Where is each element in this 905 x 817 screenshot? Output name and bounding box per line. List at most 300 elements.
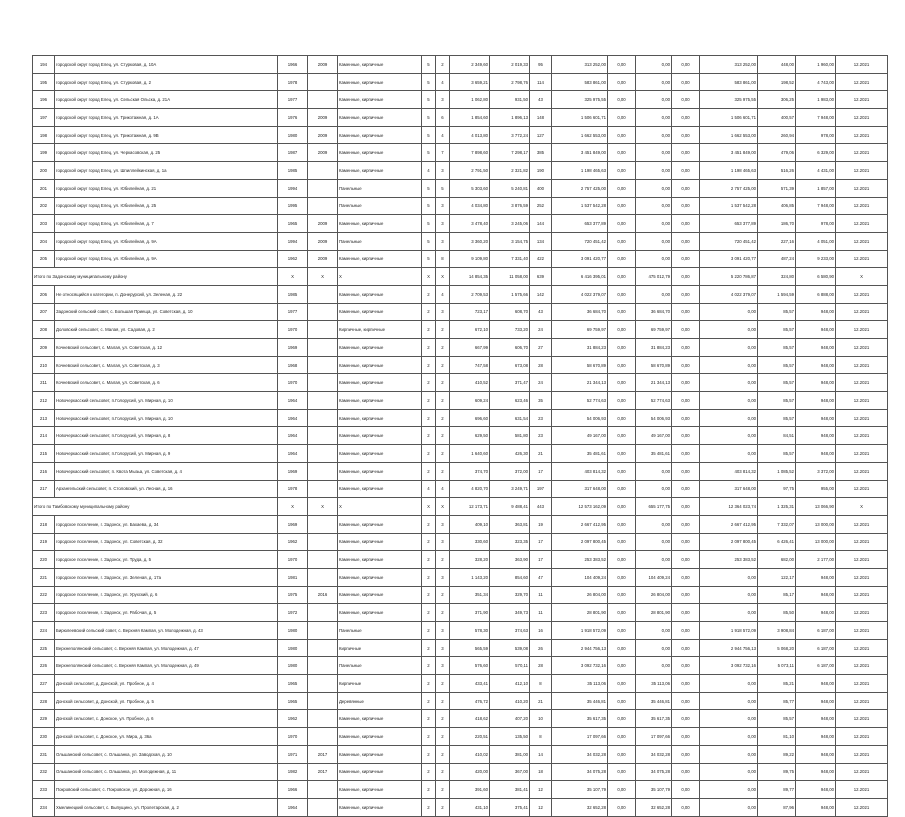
table-cell: 2 757 425,00: [700, 179, 758, 197]
table-cell: 0,00: [672, 392, 700, 410]
table-cell: 4: [436, 126, 450, 144]
table-cell: 978,00: [796, 215, 836, 233]
table-cell: 6 888,00: [796, 285, 836, 303]
table-cell: 1969: [278, 462, 308, 480]
table-cell: X: [422, 498, 436, 516]
table-cell: 3: [436, 232, 450, 250]
table-cell: 410,52: [450, 374, 490, 392]
table-cell: 12.2021: [836, 162, 888, 180]
table-cell: 0,00: [672, 56, 700, 74]
table-cell: 3 091 420,77: [552, 250, 608, 268]
table-cell: 89,77: [758, 781, 796, 799]
table-cell: 225: [33, 639, 55, 657]
table-cell: 35: [530, 392, 552, 410]
table-cell: 12.2021: [836, 639, 888, 657]
table-cell: 12.2021: [836, 56, 888, 74]
table-cell: 253 383,52: [700, 551, 758, 569]
table-cell: 1980: [278, 622, 308, 640]
table-cell: Новочеркасский сельсовет, п. Квота Мызьа, ул. Советская, д. 4: [55, 462, 278, 480]
table-cell: 52 774,63: [636, 392, 672, 410]
table-cell: 0,00: [608, 73, 636, 91]
table-cell: 2 667 412,95: [700, 515, 758, 533]
table-cell: 0,00: [700, 798, 758, 816]
table-cell: 4 034,80: [450, 197, 490, 215]
table-cell: 2: [436, 339, 450, 357]
table-cell: 1977: [278, 91, 308, 109]
table-cell: X: [436, 498, 450, 516]
table-cell: Верхнеполянский сельсовет, с. Верхняя Кампая, ул. Молодежная, д. 49: [55, 657, 278, 675]
table-cell: 12.2021: [836, 551, 888, 569]
table-cell: 583 861,00: [552, 73, 608, 91]
table-row: [33, 285, 888, 303]
table-cell: 0,00: [608, 356, 636, 374]
table-cell: 3 478,40: [450, 215, 490, 233]
table-cell: 12 173,71: [450, 498, 490, 516]
table-cell: Каменные, кирпичные: [338, 409, 422, 427]
table-row: [33, 56, 888, 74]
table-cell: 371,90: [450, 604, 490, 622]
table-cell: 0,00: [636, 215, 672, 233]
table-cell: 948,00: [796, 374, 836, 392]
table-cell: 2 019,33: [490, 56, 530, 74]
table-cell: [308, 91, 338, 109]
table-cell: 21 344,13: [552, 374, 608, 392]
table-cell: 1 918 572,09: [700, 622, 758, 640]
table-cell: [308, 639, 338, 657]
table-row: [33, 745, 888, 763]
table-row: [33, 356, 888, 374]
table-cell: 1 640,60: [450, 445, 490, 463]
table-cell: городское поселение, г. Задонск, ул. Труда, д. 5: [55, 551, 278, 569]
table-cell: X: [308, 268, 338, 286]
table-cell: 85,57: [758, 445, 796, 463]
table-cell: 114: [530, 73, 552, 91]
table-cell: 31 884,23: [552, 339, 608, 357]
table-cell: 87,96: [758, 798, 796, 816]
table-cell: городское поселение, г. Задонск, ул. Рабочая, д. 5: [55, 604, 278, 622]
table-cell: 3: [436, 91, 450, 109]
table-cell: 0,00: [700, 781, 758, 799]
table-cell: 0,00: [672, 409, 700, 427]
table-cell: 1980: [278, 639, 308, 657]
table-cell: [308, 445, 338, 463]
table-cell: Каменные, кирпичные: [338, 586, 422, 604]
table-cell: 35 481,61: [552, 445, 608, 463]
table-cell: 21: [530, 445, 552, 463]
table-cell: 948,00: [796, 321, 836, 339]
table-cell: 0,00: [672, 91, 700, 109]
table-cell: 2 097 800,45: [552, 533, 608, 551]
table-cell: 3: [436, 215, 450, 233]
table-cell: 3 154,75: [490, 232, 530, 250]
table-cell: Бирюлеевский сельский совет, с. Верхняя Кампая, ул. Молодежная, д. 43: [55, 622, 278, 640]
table-cell: 12 364 023,74: [700, 498, 758, 516]
table-cell: 144: [530, 215, 552, 233]
table-cell: Ольшанский сельсовет, с. Ольшанка, ул. Заводская, д. 10: [55, 745, 278, 763]
table-cell: 0,00: [672, 763, 700, 781]
table-cell: 2 791,50: [450, 162, 490, 180]
table-cell: 36 684,70: [552, 303, 608, 321]
table-cell: 948,00: [796, 586, 836, 604]
table-cell: 2 097 800,45: [700, 533, 758, 551]
table-cell: 0,00: [700, 568, 758, 586]
table-cell: 639: [530, 268, 552, 286]
table-cell: 2009: [308, 56, 338, 74]
table-cell: 5 240,81: [490, 179, 530, 197]
table-cell: 6 416 395,01: [552, 268, 608, 286]
table-cell: 0,00: [636, 56, 672, 74]
table-cell: 1964: [278, 445, 308, 463]
table-cell: [308, 728, 338, 746]
table-cell: 194: [33, 56, 55, 74]
table-cell: 2009: [308, 144, 338, 162]
table-cell: 2: [422, 710, 436, 728]
table-cell: 1978: [278, 480, 308, 498]
table-cell: 21 344,13: [636, 374, 672, 392]
table-row: [33, 533, 888, 551]
table-cell: 1 896,13: [490, 109, 530, 127]
table-cell: 1968: [278, 356, 308, 374]
table-row: [33, 586, 888, 604]
table-cell: 948,00: [796, 798, 836, 816]
table-cell: 0,00: [608, 427, 636, 445]
table-cell: 351,34: [450, 586, 490, 604]
table-cell: 24: [530, 321, 552, 339]
table-cell: 12.2021: [836, 126, 888, 144]
table-cell: [308, 462, 338, 480]
table-cell: 0,00: [672, 480, 700, 498]
table-cell: 217: [33, 480, 55, 498]
table-cell: Каменные, кирпичные: [338, 250, 422, 268]
table-cell: 198,52: [758, 73, 796, 91]
table-cell: 0,00: [608, 798, 636, 816]
table-cell: 230: [33, 728, 55, 746]
table-cell: Каменные, кирпичные: [338, 91, 422, 109]
table-cell: 0,00: [608, 268, 636, 286]
table-cell: 0,00: [672, 586, 700, 604]
table-cell: 576,60: [450, 657, 490, 675]
table-cell: 85,57: [758, 710, 796, 728]
table-cell: 8: [436, 250, 450, 268]
table-cell: 410,20: [490, 692, 530, 710]
table-cell: 0,00: [672, 533, 700, 551]
table-cell: 0,00: [672, 639, 700, 657]
table-cell: 3 908,84: [758, 622, 796, 640]
table-cell: 69 759,97: [636, 321, 672, 339]
table-cell: Каменные, кирпичные: [338, 710, 422, 728]
table-cell: 2: [436, 798, 450, 816]
table-cell: 0,00: [636, 144, 672, 162]
table-cell: 211: [33, 374, 55, 392]
table-cell: 448,00: [758, 56, 796, 74]
table-cell: [308, 480, 338, 498]
table-cell: 0,00: [608, 374, 636, 392]
table-cell: городское поселение, г. Задонск, ул. Советская, д. 32: [55, 533, 278, 551]
table-cell: 0,00: [672, 126, 700, 144]
table-cell: 12.2021: [836, 533, 888, 551]
table-cell: Каменные, кирпичные: [338, 745, 422, 763]
table-cell: Деревянные: [338, 692, 422, 710]
table-cell: 1 143,20: [450, 568, 490, 586]
table-cell: 948,00: [796, 692, 836, 710]
table-cell: 17: [530, 462, 552, 480]
table-cell: 324,80: [758, 268, 796, 286]
table-cell: 0,00: [700, 374, 758, 392]
table-cell: 219: [33, 533, 55, 551]
table-cell: 2: [436, 604, 450, 622]
table-cell: 17: [530, 551, 552, 569]
table-cell: 12.2021: [836, 568, 888, 586]
table-cell: 433,41: [450, 675, 490, 693]
table-cell: 0,00: [672, 321, 700, 339]
table-cell: 0,00: [672, 162, 700, 180]
table-cell: 12.2021: [836, 515, 888, 533]
table-cell: [308, 285, 338, 303]
table-cell: 203: [33, 215, 55, 233]
table-cell: 0,00: [608, 392, 636, 410]
table-cell: 0,00: [636, 285, 672, 303]
table-cell: 2: [422, 515, 436, 533]
table-row: [33, 232, 888, 250]
table-cell: 32 652,28: [636, 798, 672, 816]
table-cell: городской округ город Елец, ул. Стурковая, д. 2: [55, 73, 278, 91]
table-cell: 409,10: [450, 515, 490, 533]
table-cell: городской округ город Елец, ул. Трикотажная, д. 1А: [55, 109, 278, 127]
table-cell: 2: [436, 356, 450, 374]
table-cell: 2009: [308, 232, 338, 250]
table-cell: Каменные, кирпичные: [338, 604, 422, 622]
table-cell: 948,00: [796, 445, 836, 463]
table-cell: 85,57: [758, 356, 796, 374]
table-cell: 222: [33, 586, 55, 604]
table-cell: 0,00: [608, 162, 636, 180]
table-cell: [308, 710, 338, 728]
table-cell: 11 058,00: [490, 268, 530, 286]
table-cell: 374,63: [490, 622, 530, 640]
table-cell: Каменные, кирпичные: [338, 374, 422, 392]
table-cell: 5 073,11: [758, 657, 796, 675]
table-row: [33, 639, 888, 657]
table-cell: 12.2021: [836, 427, 888, 445]
table-cell: 202: [33, 197, 55, 215]
table-cell: 0,00: [608, 179, 636, 197]
table-cell: 1978: [278, 73, 308, 91]
table-cell: Каменные, кирпичные: [338, 303, 422, 321]
table-cell: 35 617,35: [552, 710, 608, 728]
table-cell: 223: [33, 604, 55, 622]
table-cell: 0,00: [636, 197, 672, 215]
table-cell: Новочеркасский сельсовет, п.Голорусий, ул. Мирная, д. 10: [55, 392, 278, 410]
table-row: [33, 604, 888, 622]
table-cell: [308, 73, 338, 91]
table-cell: 12.2021: [836, 73, 888, 91]
table-cell: 0,00: [636, 551, 672, 569]
table-cell: 306,25: [758, 91, 796, 109]
table-row: [33, 374, 888, 392]
table-cell: 0,00: [608, 339, 636, 357]
table-cell: 12.2021: [836, 321, 888, 339]
table-cell: 5: [422, 144, 436, 162]
table-row: [33, 728, 888, 746]
table-cell: Архангельский сельсовет, п. Столовский, ул. Лесная, д. 16: [55, 480, 278, 498]
table-cell: Каменные, кирпичные: [338, 728, 422, 746]
table-cell: 0,00: [608, 480, 636, 498]
table-cell: Каменные, кирпичные: [338, 533, 422, 551]
table-cell: 0,00: [636, 533, 672, 551]
table-cell: [308, 798, 338, 816]
table-cell: 69 759,97: [552, 321, 608, 339]
table-cell: 213: [33, 409, 55, 427]
table-cell: 2: [422, 622, 436, 640]
table-cell: городское поселение, г. Задонск, ул. Зеленая, д. 17а: [55, 568, 278, 586]
table-cell: 0,00: [700, 356, 758, 374]
table-cell: 4 013,80: [450, 126, 490, 144]
table-cell: 4 431,00: [796, 162, 836, 180]
table-cell: Донской сельсовет, д. Донской, ул. Пробное, д. 4: [55, 675, 278, 693]
table-cell: 0,00: [700, 692, 758, 710]
table-cell: 948,00: [796, 409, 836, 427]
table-cell: 35 481,61: [636, 445, 672, 463]
table-cell: 253 383,52: [552, 551, 608, 569]
table-cell: 0,00: [608, 515, 636, 533]
table-cell: 12.2021: [836, 232, 888, 250]
table-cell: 410,02: [450, 745, 490, 763]
table-cell: 0,00: [608, 409, 636, 427]
table-cell: 85,21: [758, 675, 796, 693]
table-cell: 0,00: [608, 586, 636, 604]
table-cell: 3: [436, 533, 450, 551]
table-cell: 2: [436, 409, 450, 427]
table-cell: 3 372,00: [796, 462, 836, 480]
table-cell: 2: [436, 462, 450, 480]
table-cell: 2: [436, 445, 450, 463]
table-cell: 2: [436, 745, 450, 763]
table-cell: 0,00: [672, 427, 700, 445]
table-cell: 2 667 412,95: [552, 515, 608, 533]
table-cell: Итого по Задонскому муниципальному району: [33, 268, 278, 286]
table-cell: 127: [530, 126, 552, 144]
table-cell: 5: [422, 73, 436, 91]
table-cell: 0,00: [608, 126, 636, 144]
table-cell: [308, 427, 338, 445]
table-cell: 35 446,81: [636, 692, 672, 710]
table-cell: 35 617,35: [636, 710, 672, 728]
table-cell: Каменные, кирпичные: [338, 215, 422, 233]
table-cell: [308, 568, 338, 586]
table-cell: 43: [530, 303, 552, 321]
table-cell: 479,06: [758, 144, 796, 162]
table-cell: 12.2021: [836, 675, 888, 693]
table-cell: X: [308, 498, 338, 516]
table-row: [33, 197, 888, 215]
table-cell: Каменные, кирпичные: [338, 515, 422, 533]
table-cell: Задонский сельский совет, с. Большая Приеща, ул. Советская, д. 10: [55, 303, 278, 321]
table-cell: 2: [422, 445, 436, 463]
table-cell: 21: [530, 692, 552, 710]
table-row: [33, 622, 888, 640]
table-cell: 8: [530, 728, 552, 746]
table-cell: 2 944 756,13: [700, 639, 758, 657]
table-cell: Каменные, кирпичные: [338, 339, 422, 357]
table-cell: 1 085,52: [758, 462, 796, 480]
table-cell: 431,10: [450, 798, 490, 816]
table-cell: 85,50: [758, 604, 796, 622]
table-cell: 3 245,06: [490, 215, 530, 233]
table-cell: 9 488,41: [490, 498, 530, 516]
table-cell: 0,00: [700, 675, 758, 693]
table-cell: 0,00: [700, 409, 758, 427]
table-cell: 3 659,21: [450, 73, 490, 91]
table-cell: 2: [422, 586, 436, 604]
table-cell: 9 233,00: [796, 250, 836, 268]
table-cell: 260,94: [758, 126, 796, 144]
table-cell: Панельные: [338, 179, 422, 197]
table-cell: 2016: [308, 586, 338, 604]
table-cell: 5: [422, 56, 436, 74]
table-cell: [308, 675, 338, 693]
table-cell: 199: [33, 144, 55, 162]
table-cell: 0,00: [700, 392, 758, 410]
table-cell: 0,00: [672, 285, 700, 303]
table-cell: 0,00: [672, 374, 700, 392]
table-cell: 0,00: [672, 303, 700, 321]
table-cell: 13 066,90: [796, 498, 836, 516]
table-cell: 0,00: [608, 657, 636, 675]
table-cell: 7 948,00: [796, 109, 836, 127]
table-cell: Кирпичные: [338, 675, 422, 693]
table-cell: Панельные: [338, 197, 422, 215]
table-cell: [308, 339, 338, 357]
table-row: [33, 551, 888, 569]
table-cell: 3 249,71: [490, 480, 530, 498]
table-cell: 200: [33, 162, 55, 180]
table-row: [33, 392, 888, 410]
table-cell: 12.2021: [836, 622, 888, 640]
table-cell: 391,60: [450, 781, 490, 799]
table-cell: 12.2021: [836, 745, 888, 763]
table-cell: 85,77: [758, 692, 796, 710]
table-cell: 17: [530, 533, 552, 551]
table-cell: 12.2021: [836, 392, 888, 410]
table-cell: 2 349,60: [450, 56, 490, 74]
table-cell: 12: [530, 781, 552, 799]
table-cell: 0,00: [672, 445, 700, 463]
table-cell: 12.2021: [836, 692, 888, 710]
table-cell: 14: [530, 745, 552, 763]
table-cell: 142: [530, 285, 552, 303]
table-cell: 2: [422, 604, 436, 622]
table-cell: 35 107,79: [552, 781, 608, 799]
table-cell: 12.2021: [836, 604, 888, 622]
table-cell: городской округ город Елец, ул. Сельская Ольска, д. 21А: [55, 91, 278, 109]
table-cell: 0,00: [672, 356, 700, 374]
table-cell: 7: [436, 144, 450, 162]
table-cell: 1 918 572,09: [552, 622, 608, 640]
table-cell: 0,00: [636, 639, 672, 657]
table-cell: 233: [33, 781, 55, 799]
table-cell: 220: [33, 551, 55, 569]
table-cell: 49 167,00: [552, 427, 608, 445]
table-cell: 35 113,06: [636, 675, 672, 693]
table-cell: 2 321,82: [490, 162, 530, 180]
table-cell: 12.2021: [836, 144, 888, 162]
table-cell: 0,00: [636, 232, 672, 250]
table-cell: 381,41: [490, 781, 530, 799]
table-cell: 2: [436, 56, 450, 74]
table-cell: 5: [422, 109, 436, 127]
table-cell: 0,00: [608, 692, 636, 710]
table-cell: Каменные, кирпичные: [338, 56, 422, 74]
